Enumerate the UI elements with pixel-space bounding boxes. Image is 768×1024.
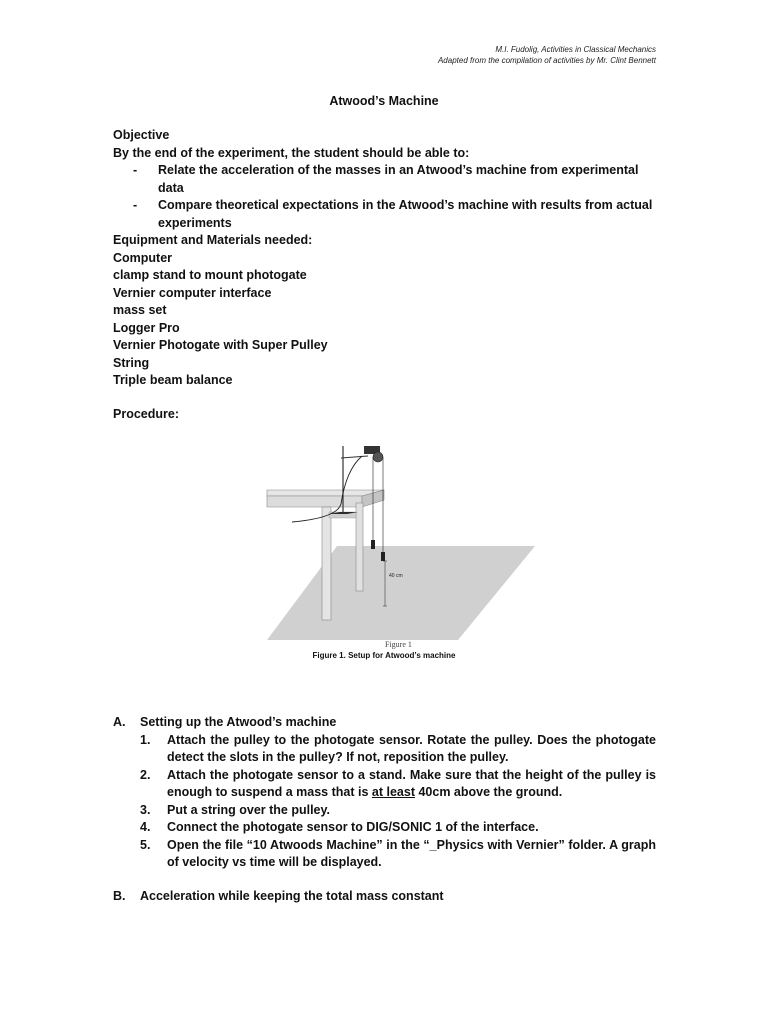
step-text-underlined: at least [371,785,415,799]
header-author-line: M.I. Fudolig, Activities in Classical Mechanics [495,45,656,54]
section-a [113,714,656,872]
procedure-step [113,767,656,802]
objective-item-dash: - [133,163,138,177]
section-a-label: A. [113,715,126,729]
step-number: 3. [140,802,151,817]
figure-image-label: Figure 1 [385,640,412,649]
objective-intro: By the end of the experiment, the student should be able to: [113,145,470,160]
step-number: 2. [140,767,151,782]
section-a-title: Setting up the Atwood’s machine [140,715,337,729]
equipment-item: Vernier Photogate with Super Pulley [113,338,328,352]
step-text: Connect the photogate sensor to DIG/SONIC 1 of the interface. [167,820,539,834]
document-title: Atwood’s Machine [329,94,439,108]
procedure-step [113,819,656,837]
procedure-step [113,802,656,820]
table-leg [322,507,331,620]
section-b-title: Acceleration while keeping the total mass constant [140,889,444,903]
equipment-item: Computer [113,250,173,265]
step-text: 40cm above the ground. [415,785,563,799]
objective-item [113,162,658,197]
step-number: 1. [140,732,151,747]
equipment-item: mass set [113,303,167,317]
pulley-wheel [373,452,383,462]
clamp-arm [341,456,368,458]
table-front-edge [267,496,362,507]
equipment-item: String [113,355,150,370]
step-number: 4. [140,820,151,834]
section-b [113,888,656,906]
atwood-setup-figure [262,440,542,652]
section-b-heading [113,888,656,906]
equipment-item: Logger Pro [113,320,180,335]
equipment-section [113,232,328,390]
step-number: 5. [140,837,151,852]
step-text: Put a string over the pulley. [167,802,330,817]
procedure-step [113,732,656,767]
objective-heading: Objective [113,128,170,142]
equipment-item: Vernier computer interface [113,285,272,300]
objective-item-text: Compare theoretical expectations in the Atwood’s machine with results from actual experiments [158,198,653,230]
objective-section [113,127,658,232]
hanging-mass [371,540,375,549]
equipment-heading: Equipment and Materials needed: [113,233,313,247]
table-leg [356,503,363,591]
step-text: Attach the pulley to the photogate sensor. Rotate the pulley. Does the photogate detect the slots in the pulley? If not, reposition the pulley. [167,732,656,764]
figure-caption: Figure 1. Setup for Atwood’s machine [312,651,456,660]
section-a-heading [113,714,656,732]
objective-item-text: Relate the acceleration of the masses in an Atwood’s machine from experimental data [158,163,639,195]
procedure-step [113,837,656,872]
atwood-setup-illustration [262,440,542,652]
equipment-item: Triple beam balance [113,373,233,387]
header-source-line: Adapted from the compilation of activities by Mr. Clint Bennett [437,56,656,65]
objective-item-dash: - [133,198,138,212]
objective-item [113,197,658,232]
equipment-item: clamp stand to mount photogate [113,268,307,282]
height-label: 40 cm [389,573,403,579]
floor-shadow [267,546,535,640]
procedure-heading: Procedure: [113,407,179,421]
hanging-mass [381,552,385,561]
document-header [438,44,656,66]
step-text: Attach the photogate sensor to a stand. Make sure that the height of the pulley is enough to suspend a mass that is [167,767,656,799]
section-b-label: B. [113,889,126,903]
step-text: Open the file “10 Atwoods Machine” in the “_Physics with Vernier” folder. A graph of velocity vs time will be displayed. [167,837,656,869]
